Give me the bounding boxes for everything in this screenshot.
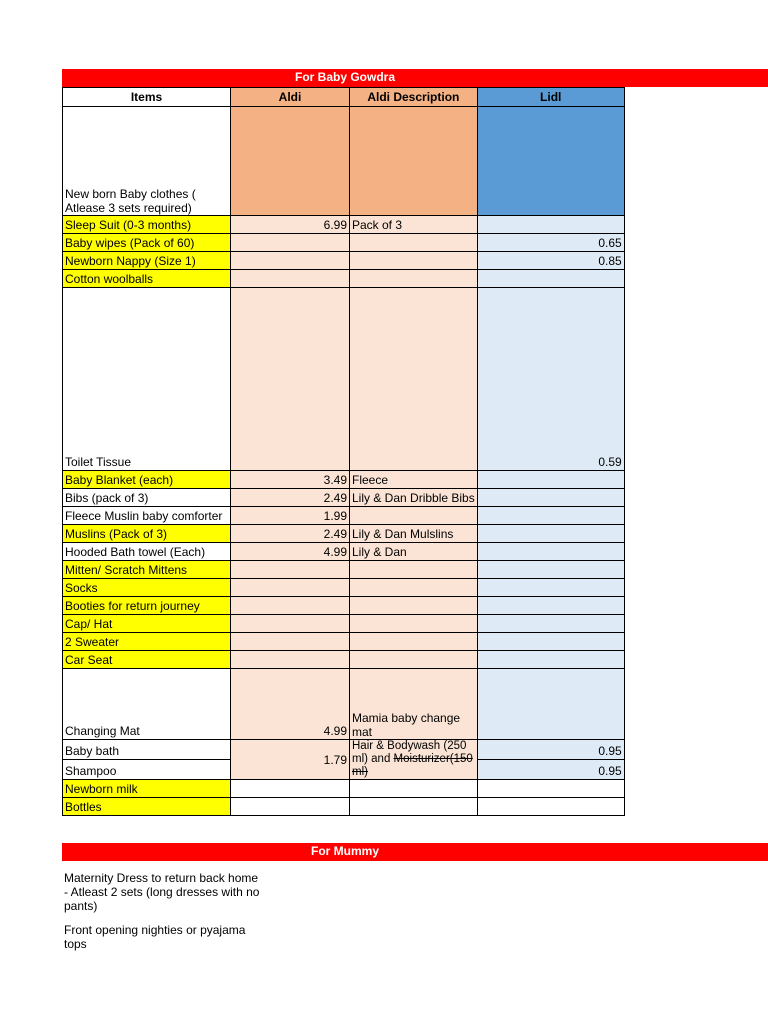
aldi-description-cell[interactable] — [350, 633, 478, 651]
table-row — [63, 489, 625, 507]
lidl-price-cell[interactable]: 0.85 — [477, 252, 624, 270]
item-cell[interactable]: Booties for return journey — [63, 597, 231, 615]
overflow-text: Moisturizer(150 ml) — [352, 753, 473, 778]
item-cell[interactable]: Socks — [63, 579, 231, 597]
aldi-price-cell[interactable]: 4.99 — [231, 543, 350, 561]
table-row — [63, 288, 625, 471]
aldi-price-cell[interactable]: 6.99 — [231, 216, 350, 234]
lidl-price-cell[interactable]: 0.59 — [477, 288, 624, 471]
item-cell[interactable]: Toilet Tissue — [63, 288, 231, 471]
aldi-description-cell[interactable] — [350, 288, 478, 471]
aldi-price-cell[interactable]: 2.49 — [231, 489, 350, 507]
item-cell[interactable]: Baby Blanket (each) — [63, 471, 231, 489]
lidl-price-cell[interactable]: 0.95 — [477, 760, 624, 780]
item-cell[interactable]: Sleep Suit (0-3 months) — [63, 216, 231, 234]
item-cell[interactable]: Car Seat — [63, 651, 231, 669]
lidl-price-cell[interactable] — [477, 651, 624, 669]
aldi-price-cell[interactable] — [231, 270, 350, 288]
item-cell[interactable]: Fleece Muslin baby comforter — [63, 507, 231, 525]
table-row — [63, 597, 625, 615]
item-cell[interactable]: Newborn Nappy (Size 1) — [63, 252, 231, 270]
lidl-price-cell[interactable] — [477, 669, 624, 740]
aldi-price-cell[interactable] — [231, 780, 350, 798]
item-cell[interactable]: Mitten/ Scratch Mittens — [63, 561, 231, 579]
lidl-price-cell[interactable] — [477, 270, 624, 288]
item-cell[interactable]: Bibs (pack of 3) — [63, 489, 231, 507]
aldi-description-cell[interactable] — [350, 561, 478, 579]
lidl-price-cell[interactable]: 0.65 — [477, 234, 624, 252]
aldi-price-cell[interactable] — [231, 579, 350, 597]
aldi-description-cell[interactable] — [350, 740, 478, 780]
table-row — [63, 669, 625, 740]
baby-section-banner — [62, 69, 768, 87]
table-row — [63, 471, 625, 489]
table-row — [63, 615, 625, 633]
shopping-table — [62, 87, 625, 816]
table-row — [63, 107, 625, 216]
mummy-item-text: Maternity Dress to return back home - Atleast 2 sets (long dresses with no pants) — [64, 871, 260, 913]
item-cell[interactable]: Newborn milk — [63, 780, 231, 798]
aldi-description-cell[interactable] — [350, 107, 478, 216]
table-row — [63, 633, 625, 651]
item-cell[interactable]: Cotton woolballs — [63, 270, 231, 288]
aldi-price-cell[interactable] — [231, 615, 350, 633]
item-cell[interactable]: Baby bath — [63, 740, 231, 760]
lidl-price-cell[interactable]: 0.95 — [477, 740, 624, 760]
table-row — [63, 543, 625, 561]
lidl-price-cell[interactable] — [477, 489, 624, 507]
aldi-price-cell[interactable] — [231, 633, 350, 651]
aldi-price-cell[interactable] — [231, 234, 350, 252]
mummy-item-text: Front opening nighties or pyajama tops — [64, 923, 246, 951]
aldi-description-cell[interactable]: Mamia baby change mat — [350, 669, 478, 740]
aldi-description-cell[interactable] — [350, 651, 478, 669]
aldi-price-cell[interactable] — [231, 561, 350, 579]
baby-section-title: For Baby Gowdra — [294, 70, 395, 84]
table-row — [63, 525, 625, 543]
aldi-price-cell[interactable]: 1.79 — [231, 740, 350, 780]
item-cell[interactable]: Muslins (Pack of 3) — [63, 525, 231, 543]
aldi-price-cell[interactable] — [231, 252, 350, 270]
aldi-description-cell[interactable] — [350, 798, 478, 816]
table-row — [63, 651, 625, 669]
table-row — [63, 561, 625, 579]
item-cell[interactable]: Hooded Bath towel (Each) — [63, 543, 231, 561]
aldi-price-cell[interactable] — [231, 288, 350, 471]
table-row — [63, 579, 625, 597]
mummy-section-title: For Mummy — [310, 844, 379, 858]
lidl-price-cell[interactable] — [477, 579, 624, 597]
aldi-price-cell[interactable] — [231, 107, 350, 216]
aldi-description-cell[interactable] — [350, 615, 478, 633]
table-row — [63, 252, 625, 270]
table-row — [63, 216, 625, 234]
item-cell[interactable]: Shampoo — [63, 760, 231, 780]
item-cell[interactable]: Cap/ Hat — [63, 615, 231, 633]
aldi-description-cell[interactable] — [350, 579, 478, 597]
item-cell[interactable]: 2 Sweater — [63, 633, 231, 651]
item-cell[interactable]: Bottles — [63, 798, 231, 816]
lidl-price-cell[interactable] — [477, 597, 624, 615]
aldi-price-cell[interactable]: 2.49 — [231, 525, 350, 543]
aldi-price-cell[interactable] — [231, 651, 350, 669]
lidl-price-cell[interactable] — [477, 525, 624, 543]
lidl-price-cell[interactable] — [477, 780, 624, 798]
lidl-price-cell[interactable] — [477, 633, 624, 651]
lidl-price-cell[interactable] — [477, 615, 624, 633]
aldi-description-cell[interactable]: Lily & Dan Mulslins — [350, 525, 478, 543]
aldi-description-cell[interactable]: Pack of 3 — [350, 216, 478, 234]
lidl-price-cell[interactable] — [477, 543, 624, 561]
aldi-description-cell[interactable] — [350, 507, 478, 525]
aldi-description-cell[interactable] — [350, 270, 478, 288]
aldi-price-cell[interactable]: 4.99 — [231, 669, 350, 740]
lidl-price-cell[interactable] — [477, 216, 624, 234]
lidl-price-cell[interactable] — [477, 561, 624, 579]
lidl-price-cell[interactable] — [477, 507, 624, 525]
aldi-description-cell[interactable] — [350, 234, 478, 252]
aldi-price-cell[interactable]: 1.99 — [231, 507, 350, 525]
aldi-price-cell[interactable]: 3.49 — [231, 471, 350, 489]
header-aldi: Aldi — [231, 88, 350, 107]
table-header-row — [63, 88, 625, 107]
mummy-section-banner — [62, 843, 768, 861]
table-row — [63, 780, 625, 798]
aldi-price-cell[interactable] — [231, 597, 350, 615]
aldi-description-text: Hair & Bodywash (250 ml) and Moisturizer(150 ml) — [352, 740, 473, 778]
table-row — [63, 234, 625, 252]
aldi-description-cell[interactable] — [350, 780, 478, 798]
aldi-description-cell[interactable]: Lily & Dan — [350, 543, 478, 561]
header-lidl: Lidl — [477, 88, 624, 107]
item-cell[interactable]: New born Baby clothes ( Atlease 3 sets required) — [63, 107, 231, 216]
aldi-description-cell[interactable] — [350, 597, 478, 615]
lidl-price-cell[interactable] — [477, 471, 624, 489]
table-row — [63, 507, 625, 525]
lidl-price-cell[interactable] — [477, 798, 624, 816]
aldi-price-cell[interactable] — [231, 798, 350, 816]
aldi-description-cell[interactable]: Lily & Dan Dribble Bibs — [350, 489, 478, 507]
table-row — [63, 740, 625, 760]
table-row — [63, 270, 625, 288]
lidl-price-cell[interactable] — [477, 107, 624, 216]
header-items: Items — [63, 88, 231, 107]
item-cell[interactable]: Baby wipes (Pack of 60) — [63, 234, 231, 252]
aldi-description-cell[interactable] — [350, 252, 478, 270]
table-row — [63, 798, 625, 816]
item-cell[interactable]: Changing Mat — [63, 669, 231, 740]
header-aldi-description: Aldi Description — [350, 88, 478, 107]
aldi-description-cell[interactable]: Fleece — [350, 471, 478, 489]
